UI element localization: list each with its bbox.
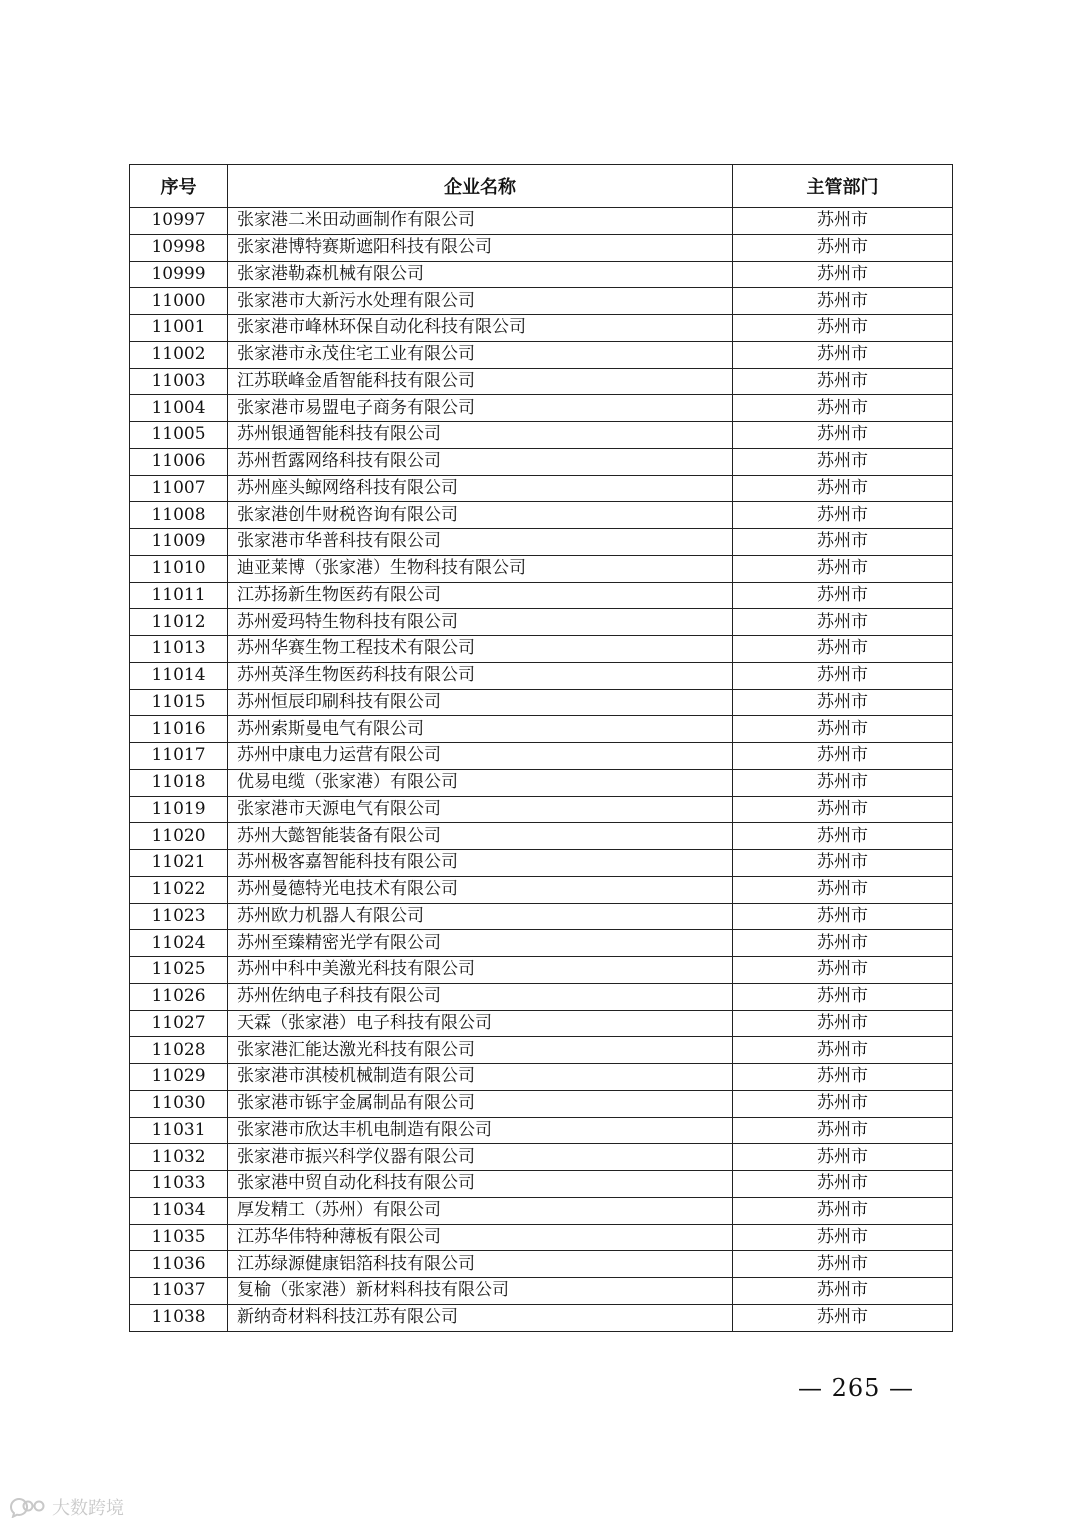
- row-seq: 11032: [130, 1144, 228, 1171]
- row-seq: 11008: [130, 502, 228, 529]
- table-row: [130, 368, 953, 395]
- row-company-name: 江苏扬新生物医药有限公司: [228, 582, 733, 609]
- row-seq: 11004: [130, 395, 228, 422]
- row-seq: 11019: [130, 796, 228, 823]
- row-department: 苏州市: [733, 234, 953, 261]
- row-department: 苏州市: [733, 475, 953, 502]
- table-row: [130, 823, 953, 850]
- row-seq: 11022: [130, 876, 228, 903]
- row-seq: 11005: [130, 422, 228, 449]
- row-seq: 11038: [130, 1304, 228, 1331]
- row-department: 苏州市: [733, 582, 953, 609]
- row-seq: 11027: [130, 1010, 228, 1037]
- table-row: [130, 930, 953, 957]
- row-department: 苏州市: [733, 636, 953, 663]
- row-seq: 11036: [130, 1251, 228, 1278]
- row-seq: 11010: [130, 555, 228, 582]
- row-department: 苏州市: [733, 983, 953, 1010]
- row-seq: 11006: [130, 448, 228, 475]
- row-company-name: 苏州索斯曼电气有限公司: [228, 716, 733, 743]
- row-department: 苏州市: [733, 1171, 953, 1198]
- table-body: [130, 208, 953, 1332]
- table-row: [130, 1090, 953, 1117]
- row-department: 苏州市: [733, 422, 953, 449]
- row-company-name: 张家港市大新污水处理有限公司: [228, 288, 733, 315]
- row-department: 苏州市: [733, 957, 953, 984]
- row-company-name: 苏州华赛生物工程技术有限公司: [228, 636, 733, 663]
- row-seq: 11003: [130, 368, 228, 395]
- row-seq: 11021: [130, 850, 228, 877]
- row-company-name: 厚发精工（苏州）有限公司: [228, 1197, 733, 1224]
- row-department: 苏州市: [733, 1090, 953, 1117]
- table-row: [130, 1304, 953, 1331]
- row-department: 苏州市: [733, 529, 953, 556]
- row-seq: 11000: [130, 288, 228, 315]
- table-row: [130, 288, 953, 315]
- row-seq: 11029: [130, 1064, 228, 1091]
- table-row: [130, 1224, 953, 1251]
- row-company-name: 张家港二米田动画制作有限公司: [228, 208, 733, 235]
- row-department: 苏州市: [733, 796, 953, 823]
- row-seq: 11016: [130, 716, 228, 743]
- row-seq: 11035: [130, 1224, 228, 1251]
- table-row: [130, 395, 953, 422]
- table-row: [130, 448, 953, 475]
- table-row: [130, 743, 953, 770]
- row-department: 苏州市: [733, 716, 953, 743]
- row-department: 苏州市: [733, 903, 953, 930]
- row-company-name: 张家港创牛财税咨询有限公司: [228, 502, 733, 529]
- row-seq: 11011: [130, 582, 228, 609]
- row-seq: 11025: [130, 957, 228, 984]
- table-row: [130, 234, 953, 261]
- row-company-name: 苏州极客嘉智能科技有限公司: [228, 850, 733, 877]
- row-seq: 11030: [130, 1090, 228, 1117]
- row-company-name: 江苏华伟特种薄板有限公司: [228, 1224, 733, 1251]
- table-row: [130, 1197, 953, 1224]
- table-row: [130, 850, 953, 877]
- table-row: [130, 716, 953, 743]
- row-company-name: 江苏绿源健康铝箔科技有限公司: [228, 1251, 733, 1278]
- row-department: 苏州市: [733, 1197, 953, 1224]
- row-seq: 11023: [130, 903, 228, 930]
- table-row: [130, 502, 953, 529]
- row-seq: 11020: [130, 823, 228, 850]
- row-department: 苏州市: [733, 1251, 953, 1278]
- watermark-text: 大数跨境: [52, 1498, 124, 1519]
- row-department: 苏州市: [733, 1064, 953, 1091]
- watermark: [8, 1494, 124, 1520]
- row-department: 苏州市: [733, 1010, 953, 1037]
- row-department: 苏州市: [733, 1224, 953, 1251]
- row-department: 苏州市: [733, 1037, 953, 1064]
- row-department: 苏州市: [733, 448, 953, 475]
- table-row: [130, 796, 953, 823]
- row-company-name: 张家港勒森机械有限公司: [228, 261, 733, 288]
- table-row: [130, 315, 953, 342]
- row-seq: 11026: [130, 983, 228, 1010]
- row-company-name: 张家港市欣达丰机电制造有限公司: [228, 1117, 733, 1144]
- row-company-name: 苏州曼德特光电技术有限公司: [228, 876, 733, 903]
- table-row: [130, 662, 953, 689]
- row-department: 苏州市: [733, 1278, 953, 1305]
- row-department: 苏州市: [733, 368, 953, 395]
- row-department: 苏州市: [733, 261, 953, 288]
- row-company-name: 张家港市峰林环保自动化科技有限公司: [228, 315, 733, 342]
- table-row: [130, 1144, 953, 1171]
- table-row: [130, 689, 953, 716]
- row-company-name: 优易电缆（张家港）有限公司: [228, 769, 733, 796]
- enterprise-table-container: [129, 164, 952, 1332]
- row-department: 苏州市: [733, 395, 953, 422]
- row-company-name: 张家港市天源电气有限公司: [228, 796, 733, 823]
- row-company-name: 迪亚莱博（张家港）生物科技有限公司: [228, 555, 733, 582]
- row-seq: 11028: [130, 1037, 228, 1064]
- table-row: [130, 422, 953, 449]
- row-department: 苏州市: [733, 823, 953, 850]
- row-company-name: 苏州佐纳电子科技有限公司: [228, 983, 733, 1010]
- row-seq: 10999: [130, 261, 228, 288]
- table-row: [130, 983, 953, 1010]
- row-company-name: 张家港博特赛斯遮阳科技有限公司: [228, 234, 733, 261]
- row-company-name: 张家港市淇棱机械制造有限公司: [228, 1064, 733, 1091]
- chat-bubbles-logo-icon: [8, 1496, 48, 1518]
- row-seq: 10998: [130, 234, 228, 261]
- row-department: 苏州市: [733, 341, 953, 368]
- row-company-name: 苏州至臻精密光学有限公司: [228, 930, 733, 957]
- row-company-name: 张家港市永茂住宅工业有限公司: [228, 341, 733, 368]
- table-row: [130, 769, 953, 796]
- row-seq: 11007: [130, 475, 228, 502]
- table-row: [130, 876, 953, 903]
- row-department: 苏州市: [733, 689, 953, 716]
- row-company-name: 苏州中科中美激光科技有限公司: [228, 957, 733, 984]
- row-company-name: 张家港市振兴科学仪器有限公司: [228, 1144, 733, 1171]
- row-seq: 11031: [130, 1117, 228, 1144]
- row-seq: 11018: [130, 769, 228, 796]
- row-company-name: 新纳奇材料科技江苏有限公司: [228, 1304, 733, 1331]
- row-department: 苏州市: [733, 743, 953, 770]
- row-department: 苏州市: [733, 1117, 953, 1144]
- row-department: 苏州市: [733, 662, 953, 689]
- table-row: [130, 555, 953, 582]
- header-seq: 序号: [130, 165, 228, 208]
- row-company-name: 天霖（张家港）电子科技有限公司: [228, 1010, 733, 1037]
- row-company-name: 苏州英泽生物医药科技有限公司: [228, 662, 733, 689]
- row-seq: 11013: [130, 636, 228, 663]
- row-seq: 11034: [130, 1197, 228, 1224]
- row-department: 苏州市: [733, 876, 953, 903]
- row-department: 苏州市: [733, 315, 953, 342]
- table-row: [130, 1037, 953, 1064]
- row-company-name: 苏州恒辰印刷科技有限公司: [228, 689, 733, 716]
- table-row: [130, 529, 953, 556]
- row-company-name: 苏州欧力机器人有限公司: [228, 903, 733, 930]
- row-department: 苏州市: [733, 1144, 953, 1171]
- table-row: [130, 1171, 953, 1198]
- row-department: 苏州市: [733, 208, 953, 235]
- row-department: 苏州市: [733, 609, 953, 636]
- table-row: [130, 1117, 953, 1144]
- row-company-name: 苏州座头鲸网络科技有限公司: [228, 475, 733, 502]
- row-department: 苏州市: [733, 555, 953, 582]
- table-row: [130, 903, 953, 930]
- row-seq: 11037: [130, 1278, 228, 1305]
- table-header-row: [130, 165, 953, 208]
- row-department: 苏州市: [733, 502, 953, 529]
- row-department: 苏州市: [733, 850, 953, 877]
- row-company-name: 复榆（张家港）新材料科技有限公司: [228, 1278, 733, 1305]
- row-seq: 11017: [130, 743, 228, 770]
- table-row: [130, 1278, 953, 1305]
- row-company-name: 张家港市华普科技有限公司: [228, 529, 733, 556]
- table-row: [130, 957, 953, 984]
- table-row: [130, 208, 953, 235]
- table-row: [130, 582, 953, 609]
- header-department: 主管部门: [733, 165, 953, 208]
- row-seq: 11009: [130, 529, 228, 556]
- row-company-name: 苏州大懿智能装备有限公司: [228, 823, 733, 850]
- row-company-name: 苏州中康电力运营有限公司: [228, 743, 733, 770]
- table-row: [130, 636, 953, 663]
- row-company-name: 苏州银通智能科技有限公司: [228, 422, 733, 449]
- table-row: [130, 261, 953, 288]
- row-department: 苏州市: [733, 288, 953, 315]
- row-seq: 11033: [130, 1171, 228, 1198]
- row-seq: 11001: [130, 315, 228, 342]
- row-company-name: 张家港中贸自动化科技有限公司: [228, 1171, 733, 1198]
- row-seq: 11015: [130, 689, 228, 716]
- table-row: [130, 341, 953, 368]
- row-company-name: 张家港市易盟电子商务有限公司: [228, 395, 733, 422]
- row-seq: 11024: [130, 930, 228, 957]
- row-company-name: 江苏联峰金盾智能科技有限公司: [228, 368, 733, 395]
- page-number: — 265 —: [797, 1374, 915, 1402]
- table-row: [130, 1010, 953, 1037]
- row-seq: 11014: [130, 662, 228, 689]
- table-row: [130, 1251, 953, 1278]
- row-seq: 11012: [130, 609, 228, 636]
- row-department: 苏州市: [733, 769, 953, 796]
- enterprise-table: [129, 164, 953, 1332]
- row-seq: 10997: [130, 208, 228, 235]
- row-company-name: 苏州爱玛特生物科技有限公司: [228, 609, 733, 636]
- row-department: 苏州市: [733, 1304, 953, 1331]
- row-seq: 11002: [130, 341, 228, 368]
- row-company-name: 张家港市铄宇金属制品有限公司: [228, 1090, 733, 1117]
- row-company-name: 张家港汇能达激光科技有限公司: [228, 1037, 733, 1064]
- header-company-name: 企业名称: [228, 165, 733, 208]
- table-row: [130, 609, 953, 636]
- table-row: [130, 475, 953, 502]
- row-company-name: 苏州哲露网络科技有限公司: [228, 448, 733, 475]
- row-department: 苏州市: [733, 930, 953, 957]
- table-row: [130, 1064, 953, 1091]
